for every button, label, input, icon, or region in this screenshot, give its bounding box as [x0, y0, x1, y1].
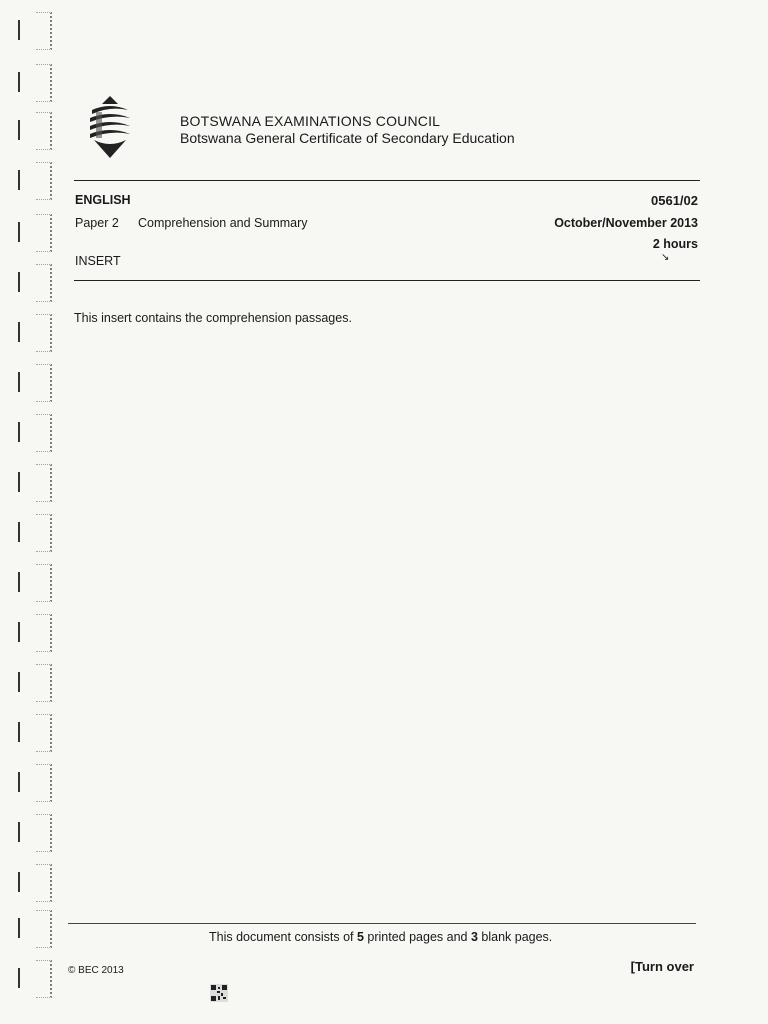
binding-mark: [14, 312, 46, 352]
binding-mark: [14, 812, 46, 852]
binding-mark: [14, 110, 46, 150]
exam-session: October/November 2013: [554, 216, 698, 230]
qualification-name: Botswana General Certificate of Secondary Education: [180, 130, 515, 146]
insert-description: This insert contains the comprehension passages.: [74, 311, 352, 325]
subject-title: ENGLISH: [75, 193, 131, 207]
header-bottom-rule: [74, 280, 700, 281]
binding-mark: [14, 862, 46, 902]
bec-logo-icon: [84, 92, 136, 162]
binding-mark: [14, 512, 46, 552]
printed-pages-count: 5: [356, 930, 364, 944]
binding-mark: [14, 160, 46, 200]
binding-marks: [0, 0, 60, 1024]
binding-mark: [14, 362, 46, 402]
paper-title: Comprehension and Summary: [138, 216, 308, 230]
pen-tick-icon: ↘: [661, 252, 670, 263]
qr-code-icon: [210, 984, 228, 1002]
header-rule: [74, 180, 700, 181]
exam-duration: 2 hours: [652, 237, 698, 251]
paper-number: Paper 2: [75, 216, 119, 230]
binding-mark: [14, 958, 46, 998]
binding-mark: [14, 10, 46, 50]
binding-mark: [14, 562, 46, 602]
copyright-notice: © BEC 2013: [68, 965, 124, 976]
organization-name: BOTSWANA EXAMINATIONS COUNCIL: [180, 113, 441, 129]
paper-code: 0561/02: [651, 193, 698, 208]
binding-mark: [14, 612, 46, 652]
page-count-note: This document consists of 5 printed pages and 3 blank pages.: [209, 930, 553, 944]
turn-over-label: [Turn over: [630, 959, 694, 974]
binding-mark: [14, 662, 46, 702]
binding-mark: [14, 762, 46, 802]
binding-mark: [14, 212, 46, 252]
document-type: INSERT: [75, 254, 121, 268]
binding-mark: [14, 62, 46, 102]
binding-mark: [14, 908, 46, 948]
binding-mark: [14, 462, 46, 502]
blank-pages-count: 3: [470, 930, 478, 944]
binding-mark: [14, 412, 46, 452]
binding-mark: [14, 712, 46, 752]
footer-rule: [68, 923, 696, 924]
binding-mark: [14, 262, 46, 302]
